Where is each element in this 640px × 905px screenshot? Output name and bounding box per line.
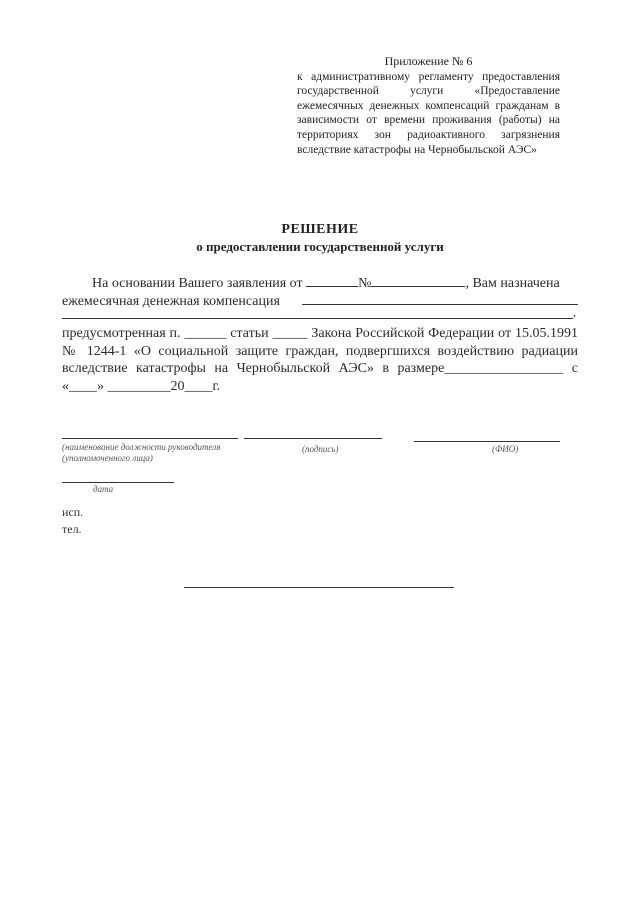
fullname-label: (ФИО) (492, 444, 519, 454)
appendix-note (297, 54, 560, 157)
position-signature-line (62, 438, 238, 439)
appendix-header: Приложение № 6 (384, 54, 473, 68)
document-subtitle: о предоставлении государственной услуги (196, 239, 444, 254)
fullname-line (414, 441, 560, 442)
position-label: (наименование должности руководителя (уполномоченного лица) (62, 442, 221, 463)
application-date-blank (306, 275, 358, 287)
application-date-text: На основании Вашего заявления от (92, 276, 303, 291)
decision-paragraph-2: предусмотренная п. ______ статьи _____ Закона Российской Федерации от 15.05.1991 № 1244-1 «О социальной защите граждан, подвергшихся воздействию радиации вследствие катастрофы на Чернобыльской АЭС» в размере_________________ с «____» _________20____г. (62, 326, 578, 394)
appendix-body: к административному регламенту предоставления государственной услуги «Предоставление ежемесячных денежных компенсаций гражданам в зависимости от времени проживания (работы) на территориях зон радиоактивного загрязнения вследствие катастрофы на Чернобыльской АЭС» (297, 70, 560, 156)
application-number-blank (371, 275, 465, 287)
executor-label: исп. (62, 505, 84, 519)
date-line (62, 482, 174, 483)
bottom-separator-line (184, 587, 454, 588)
signature-line (244, 438, 382, 439)
application-number-sign: № (358, 276, 372, 291)
compensation-line-2 (62, 318, 573, 319)
document-title-block (0, 222, 640, 256)
assigned-text: , Вам назначена (465, 276, 560, 291)
signature-label: (подпись) (302, 444, 339, 454)
compensation-line-1 (302, 304, 578, 305)
phone-label: тел. (62, 522, 82, 536)
compensation-text: ежемесячная денежная компенсация (62, 293, 280, 309)
date-label: дата (93, 484, 114, 494)
document-title: РЕШЕНИЕ (281, 222, 359, 237)
compensation-line-comma: , (573, 305, 576, 319)
